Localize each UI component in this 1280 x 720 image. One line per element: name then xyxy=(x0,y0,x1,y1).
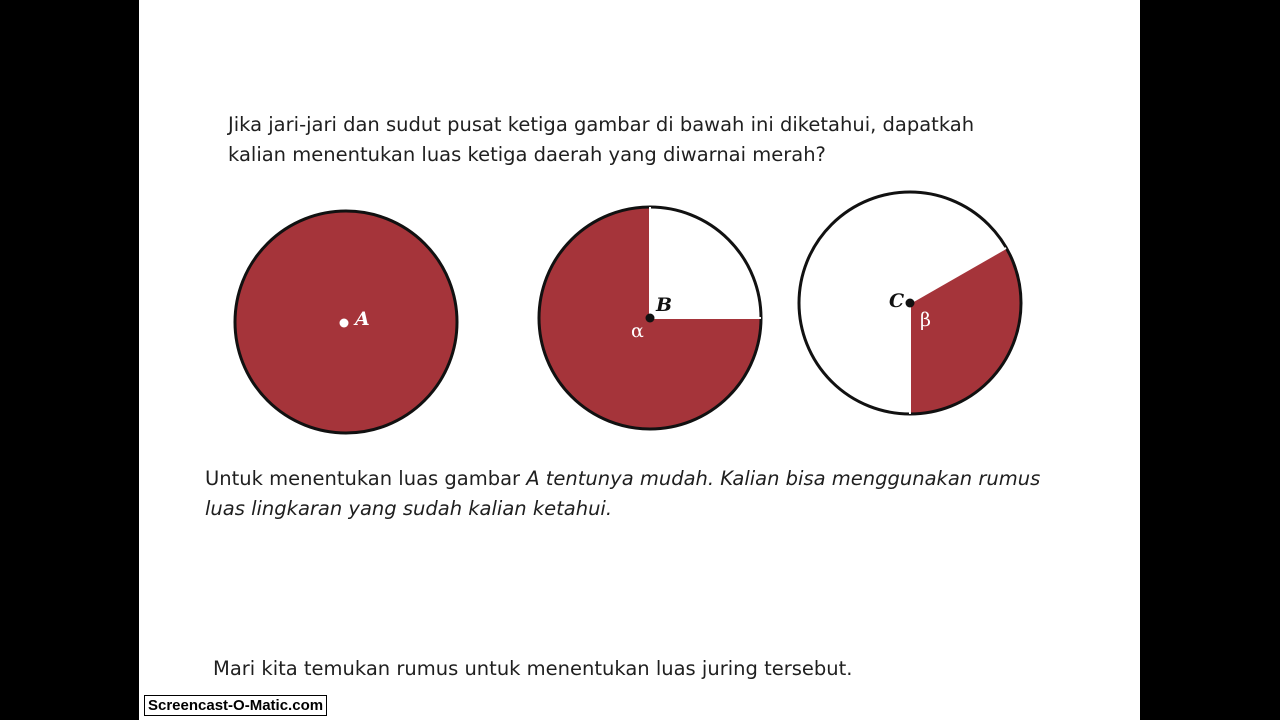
intro-line-2: kalian menentukan luas ketiga daerah yang diwarnai merah? xyxy=(228,143,826,166)
slide-canvas xyxy=(139,0,1140,720)
watermark-label: Screencast-O-Matic.com xyxy=(144,695,327,716)
explain-line-1 xyxy=(205,464,1040,494)
center-dot-a xyxy=(340,319,349,328)
closing-line: Mari kita temukan rumus untuk menentukan luas juring tersebut. xyxy=(213,657,853,680)
label-c: C xyxy=(889,290,905,312)
center-dot-b xyxy=(646,314,655,323)
sector-c-shaded xyxy=(910,248,1021,414)
intro-line-1: Jika jari-jari dan sudut pusat ketiga gambar di bawah ini diketahui, dapatkah xyxy=(228,113,975,136)
explain-line-1-italic: A tentunya mudah. Kalian bisa menggunakan rumus xyxy=(526,467,1041,490)
angle-label-beta: β xyxy=(920,309,931,331)
angle-label-alpha: α xyxy=(631,320,644,342)
explain-line-2: luas lingkaran yang sudah kalian ketahui. xyxy=(205,497,613,520)
circle-sector-diagram xyxy=(139,0,1140,720)
label-a: A xyxy=(355,308,370,330)
center-dot-c xyxy=(906,299,915,308)
label-b: B xyxy=(656,294,673,316)
explain-line-1-normal: Untuk menentukan luas gambar xyxy=(205,467,527,490)
